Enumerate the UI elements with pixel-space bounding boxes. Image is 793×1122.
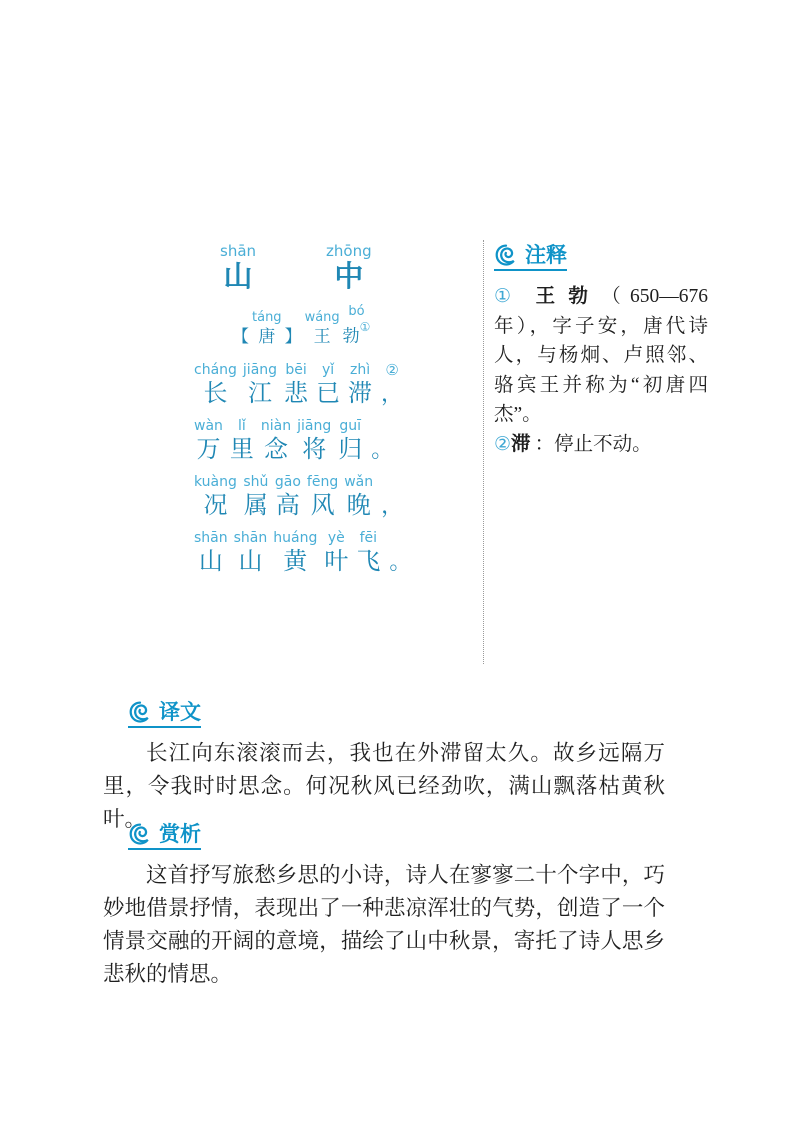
hanzi-char: 王 xyxy=(313,326,331,346)
note-ref-superscript xyxy=(380,417,385,435)
hanzi-char: 】 xyxy=(284,326,302,346)
poem-char xyxy=(194,473,237,521)
poem-char xyxy=(234,529,268,577)
pinyin-text: yè xyxy=(327,529,345,546)
poem-punctuation: ， xyxy=(381,492,404,518)
poem-char xyxy=(261,417,291,465)
hanzi-char: 江 xyxy=(247,380,272,407)
note-text-1: （650—676年），字子安，唐代诗人，与杨炯、卢照邻、骆宾王并称为“初唐四杰”。 xyxy=(494,286,708,425)
poem-char xyxy=(344,473,373,521)
pinyin-text: guī xyxy=(339,417,362,434)
notes-panel xyxy=(494,243,708,459)
pinyin-text: niàn xyxy=(260,417,292,434)
pinyin-text: jiāng xyxy=(242,361,278,378)
translation-header xyxy=(128,700,201,728)
notes-header-label: 注释 xyxy=(525,243,567,267)
hanzi-char: 山 xyxy=(238,548,263,575)
poem-char xyxy=(220,243,256,294)
hanzi-char: 飞 xyxy=(356,548,381,575)
hanzi-char: 黄 xyxy=(283,548,308,575)
hanzi-char: 长 xyxy=(203,380,228,407)
poem-char xyxy=(273,529,317,577)
analysis-header-label: 赏析 xyxy=(159,822,201,846)
wave-icon xyxy=(494,243,518,267)
poem-line xyxy=(194,473,474,521)
poem-char xyxy=(252,310,282,348)
note-item-1 xyxy=(494,282,708,430)
poem-line-tail xyxy=(369,417,395,465)
analysis-section xyxy=(103,822,665,991)
poem-char xyxy=(243,473,269,521)
hanzi-char: 叶 xyxy=(324,548,349,575)
poem-char xyxy=(305,310,340,348)
pinyin-text: huáng xyxy=(273,529,318,546)
pinyin-text: yǐ xyxy=(321,361,335,378)
poem-char xyxy=(232,310,249,348)
poem-punctuation: 。 xyxy=(371,436,394,462)
pinyin-text: gāo xyxy=(274,473,301,490)
poem-char xyxy=(347,361,373,409)
poem-punctuation: ， xyxy=(381,380,404,406)
hanzi-char: 唐 xyxy=(258,326,276,346)
pinyin-text: wǎn xyxy=(344,473,374,490)
poem-char xyxy=(285,310,302,348)
poem-title xyxy=(220,243,474,294)
pinyin-text: bēi xyxy=(285,361,307,378)
analysis-header xyxy=(128,822,201,850)
pinyin-text: lǐ xyxy=(238,417,246,434)
pinyin-text: kuàng xyxy=(194,473,237,490)
poem-block xyxy=(194,243,474,585)
hanzi-char: 悲 xyxy=(284,380,309,407)
pinyin-text: shān xyxy=(233,529,268,546)
poem-char xyxy=(326,243,372,294)
poem-char xyxy=(275,473,301,521)
pinyin-text: zhì xyxy=(349,361,371,378)
translation-text: 长江向东滚滚而去，我也在外滞留太久。故乡远隔万里，令我时时思念。何况秋风已经劲吹，满山飘落枯黄秋叶。 xyxy=(103,741,665,831)
hanzi-char: 高 xyxy=(275,492,300,519)
poem-char xyxy=(343,304,371,348)
hanzi-char: 况 xyxy=(203,492,228,519)
poem-line-tail xyxy=(379,361,405,409)
note-number-1: ① xyxy=(494,285,536,307)
vertical-dotted-divider xyxy=(483,240,484,664)
translation-section xyxy=(103,700,665,836)
poem-line-tail xyxy=(387,529,413,577)
poem-line xyxy=(194,529,474,577)
pinyin-text: fēi xyxy=(359,529,378,546)
poem-char xyxy=(337,417,363,465)
pinyin-text: zhōng xyxy=(326,242,372,260)
note-ref-superscript: ② xyxy=(385,360,399,379)
note-ref-superscript: ① xyxy=(359,320,371,334)
poem-author xyxy=(232,304,474,348)
pinyin-text: shǔ xyxy=(243,473,269,490)
note-text-2: ：停止不动。 xyxy=(534,433,652,455)
poem-char xyxy=(355,529,381,577)
hanzi-char: 风 xyxy=(310,492,335,519)
notes-header xyxy=(494,243,567,271)
hanzi-char: 归 xyxy=(338,436,363,463)
note-number-2: ② xyxy=(494,432,512,455)
poem-line-tail xyxy=(379,473,405,521)
wave-icon xyxy=(128,822,152,846)
pinyin-text xyxy=(238,310,242,326)
hanzi-char: 山 xyxy=(223,261,253,293)
pinyin-text: táng xyxy=(252,309,282,325)
poem-char xyxy=(243,361,277,409)
wave-icon xyxy=(128,700,152,724)
hanzi-char: 万 xyxy=(196,436,221,463)
hanzi-char: 属 xyxy=(243,492,268,519)
poem-char xyxy=(194,417,223,465)
hanzi-char: 滞 xyxy=(348,380,373,407)
poem-punctuation: 。 xyxy=(389,548,412,574)
pinyin-text: wáng xyxy=(304,309,340,325)
pinyin-text: bó xyxy=(348,304,365,319)
translation-header-label: 译文 xyxy=(159,700,201,724)
note-term-1: 王勃 xyxy=(535,286,602,307)
hanzi-char: 勃① xyxy=(342,320,371,346)
hanzi-char: 将 xyxy=(302,436,327,463)
poem-line xyxy=(194,417,474,465)
hanzi-char: 【 xyxy=(232,326,249,346)
pinyin-text: fēng xyxy=(306,473,339,490)
pinyin-text: shān xyxy=(220,242,257,260)
poem-char xyxy=(194,361,237,409)
poem-char xyxy=(229,417,255,465)
hanzi-char: 中 xyxy=(334,261,364,293)
poem-char xyxy=(283,361,309,409)
hanzi-char: 山 xyxy=(198,548,223,575)
note-ref-superscript xyxy=(390,473,395,491)
poem-char xyxy=(297,417,331,465)
hanzi-char: 念 xyxy=(264,436,289,463)
note-item-2 xyxy=(494,430,708,460)
pinyin-text: wàn xyxy=(194,417,223,434)
poem-char xyxy=(307,473,338,521)
note-term-2: 滞 xyxy=(511,433,535,455)
poem-line xyxy=(194,361,474,409)
hanzi-char: 里 xyxy=(229,436,254,463)
pinyin-text: jiāng xyxy=(297,417,332,434)
poem-char xyxy=(315,361,341,409)
poem-char xyxy=(194,529,228,577)
analysis-text: 这首抒写旅愁乡思的小诗，诗人在寥寥二十个字中，巧妙地借景抒情，表现出了一种悲凉浑壮的气势，创造了一个情景交融的开阔的意境，描绘了山中秋景，寄托了诗人思乡悲秋的情思。 xyxy=(103,863,665,986)
pinyin-text: shān xyxy=(194,529,228,546)
note-ref-superscript xyxy=(398,529,403,547)
hanzi-char: 晚 xyxy=(346,492,371,519)
pinyin-text xyxy=(291,310,295,326)
hanzi-char: 已 xyxy=(316,380,341,407)
pinyin-text: cháng xyxy=(194,361,237,378)
poem-char xyxy=(323,529,349,577)
